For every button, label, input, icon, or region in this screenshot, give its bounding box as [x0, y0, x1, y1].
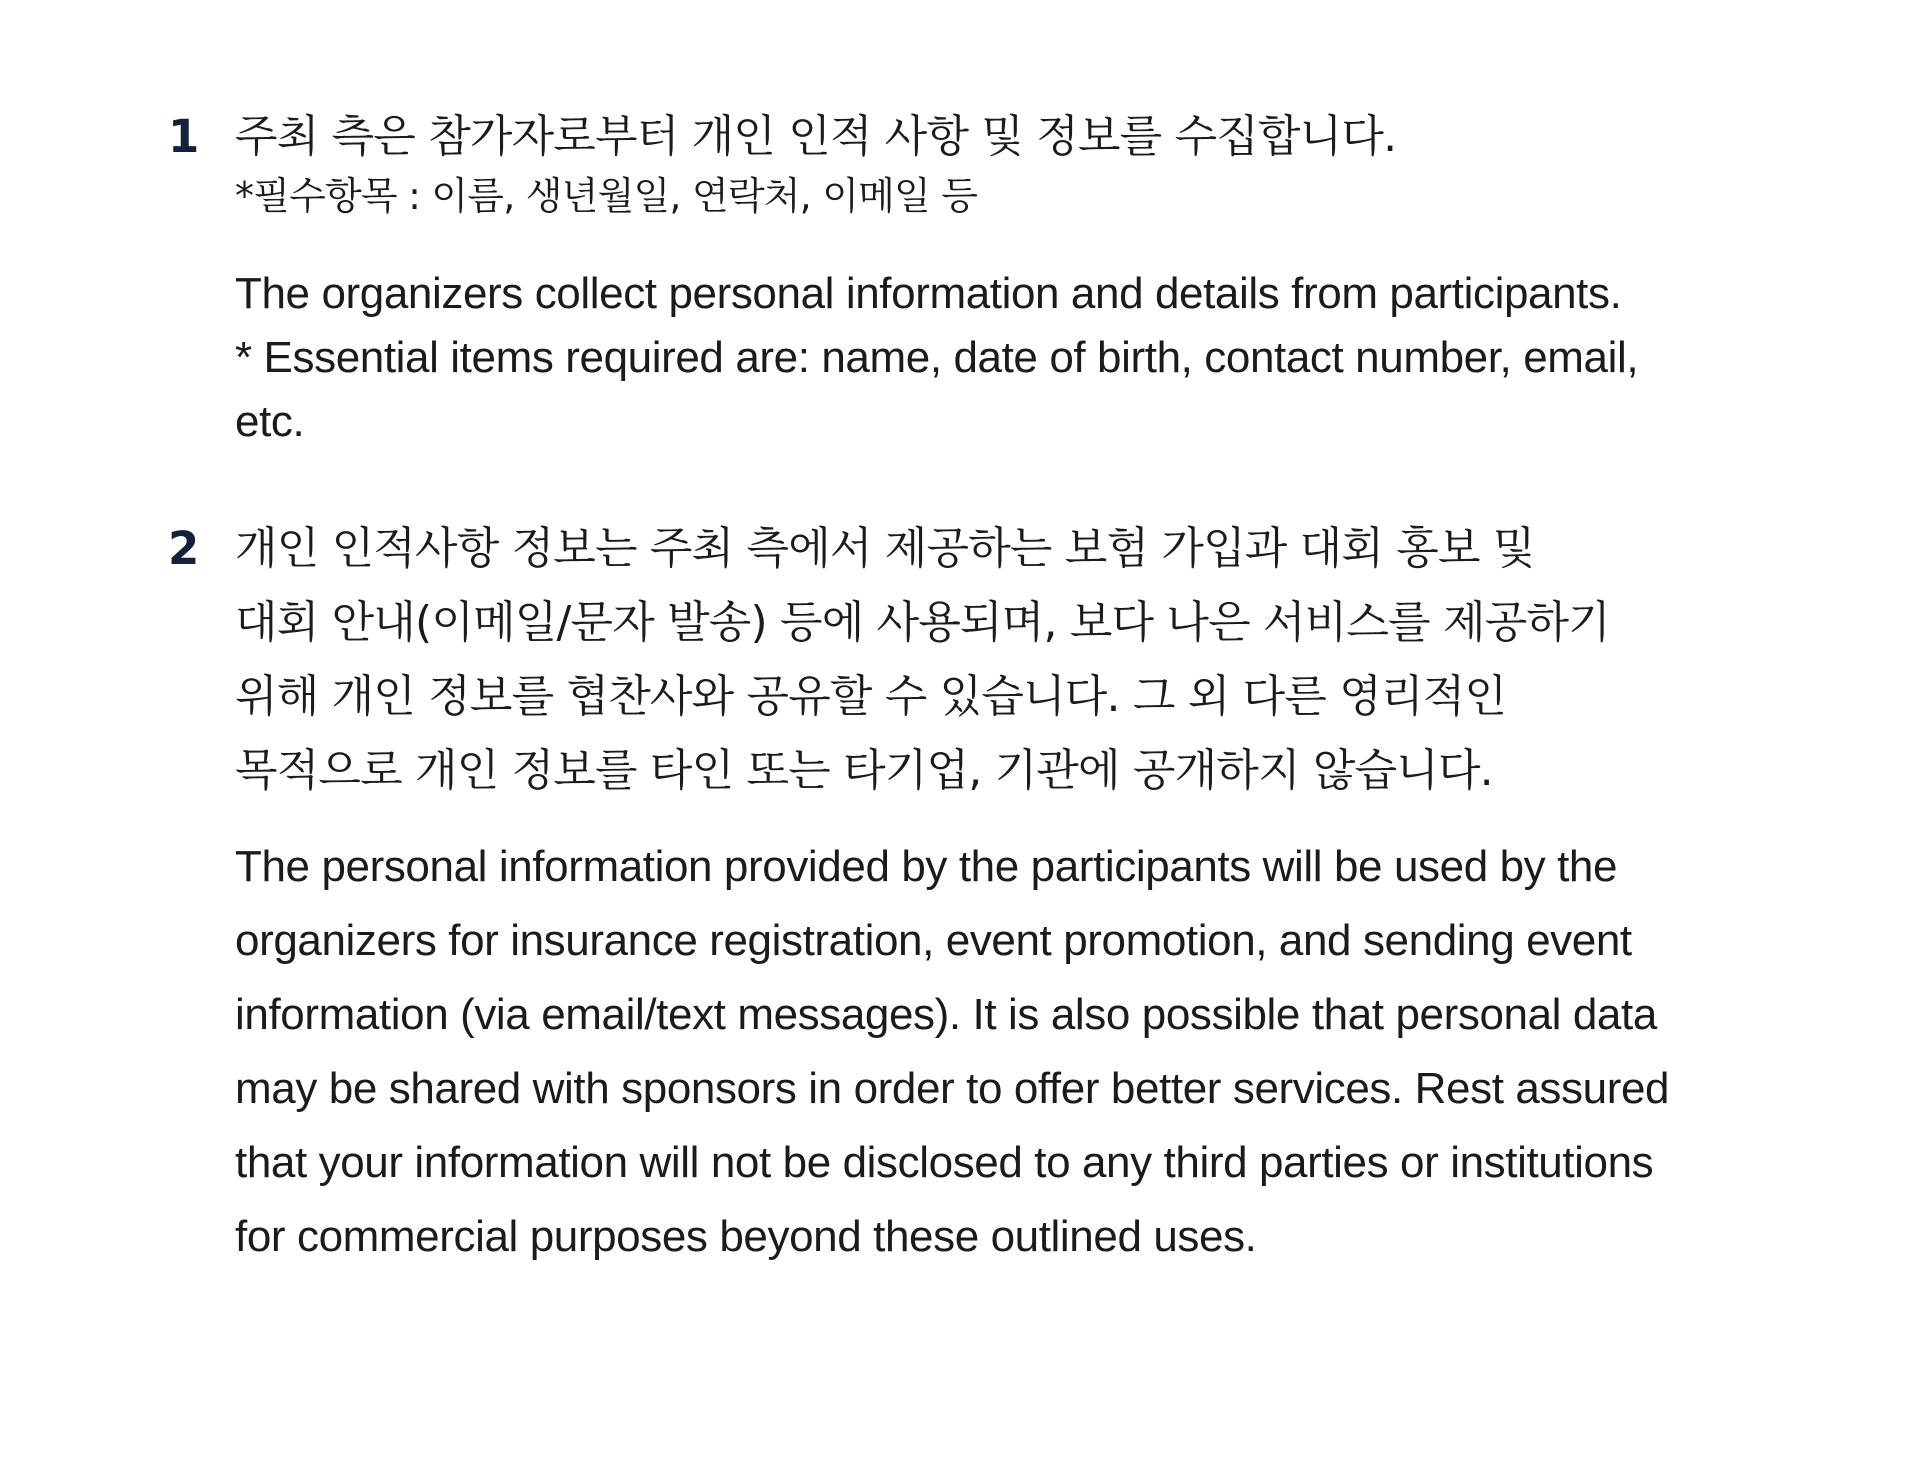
term-korean-text: 주최 측은 참가자로부터 개인 인적 사항 및 정보를 수집합니다. — [235, 111, 1397, 162]
term-korean-text: 개인 인적사항 정보는 주최 측에서 제공하는 보험 가입과 대회 홍보 및 대회 안내(이메일/문자 발송) 등에 사용되며, 보다 나은 서비스를 제공하기 위해 개인 정보를 협찬사와 공유할 수 있습니다. 그 외 다른 영리적인 목적으로 개인 정보를 타인 또는 타기업, 기관에 공개하지 않습니다. — [235, 523, 1610, 796]
privacy-terms — [168, 100, 1808, 1274]
term-korean-note: *필수항목 : 이름, 생년월일, 연락처, 이메일 등 — [235, 174, 978, 218]
term-body — [235, 512, 1805, 1274]
term-number: 1 — [168, 110, 200, 163]
term-english-text: The personal information provided by the participants will be used by the organizers for insurance registration, event promotion, and sending event information (via email/text messages). It is also possible that personal data may be shared with sponsors in order to offer better services. Rest assured that your information will not be disclosed to any third parties or institutions for commercial purposes beyond these outlined uses. — [235, 842, 1670, 1261]
term-number: 2 — [168, 522, 200, 575]
term-english-text: The organizers collect personal information and details from participants. * Essential items required are: name, date of birth, contact number, email, etc. — [235, 269, 1639, 446]
term-2 — [168, 512, 1808, 1274]
term-1 — [168, 100, 1808, 454]
term-body — [235, 100, 1805, 454]
